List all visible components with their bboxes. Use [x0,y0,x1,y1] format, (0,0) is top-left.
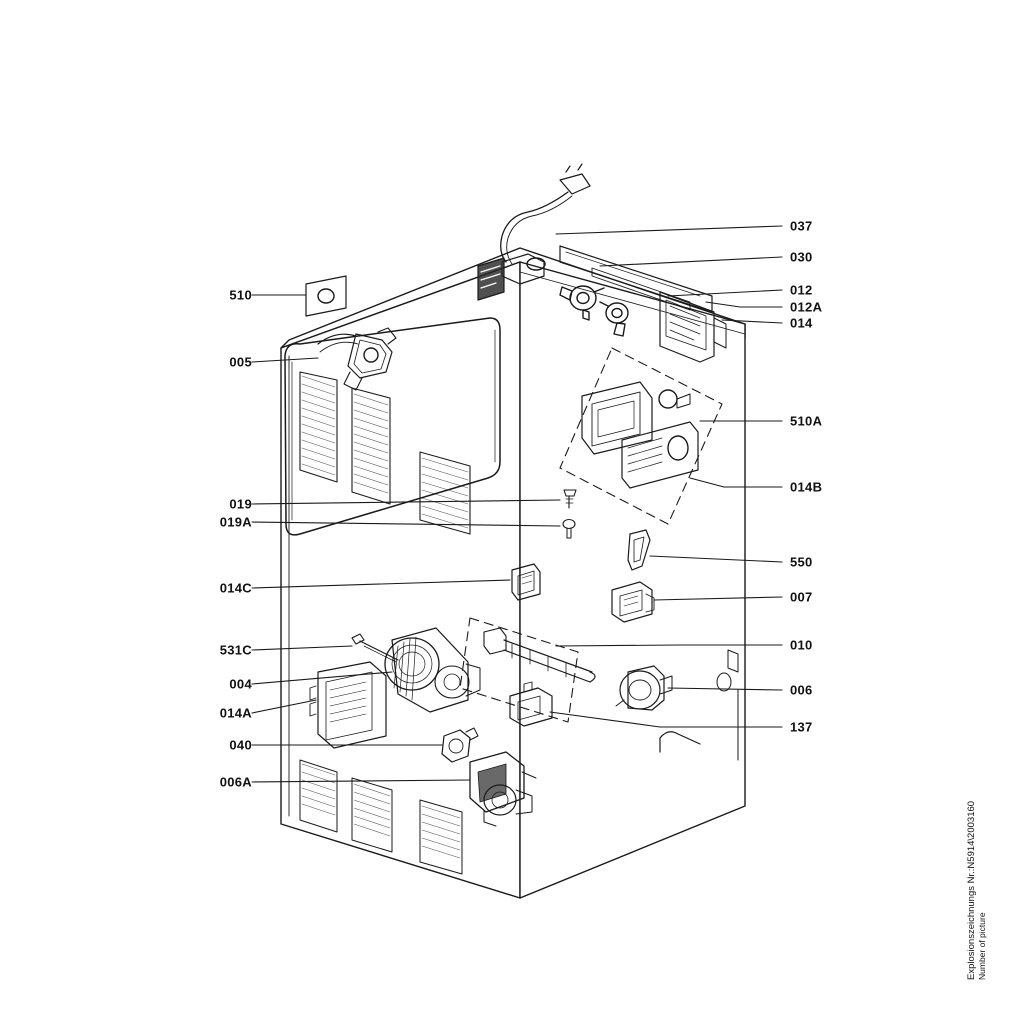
callout-label-014: 014 [790,315,813,331]
drawing-number-line1: Explosionszeichnungs Nr.:N5914\2003160 [966,800,977,980]
callout-label-010: 010 [790,637,813,653]
part-030-terminal-block [478,258,504,300]
callout-label-030: 030 [790,249,813,265]
callout-label-531C: 531C [219,642,252,658]
callout-label-014C: 014C [219,580,252,596]
cabinet-outline [281,248,745,898]
callout-label-037: 037 [790,218,813,234]
callout-label-005: 005 [229,354,252,370]
callout-label-040: 040 [229,737,252,753]
callout-label-006A: 006A [219,774,252,790]
callout-label-012A: 012A [790,299,823,315]
drawing-number-note [966,740,1010,980]
callout-label-510A: 510A [790,413,823,429]
callout-label-007: 007 [790,589,813,605]
callout-label-019: 019 [229,496,252,512]
callout-label-014B: 014B [790,479,823,495]
drawing-number-line2: Number of picture [977,912,987,980]
callout-label-510: 510 [229,287,252,303]
callout-label-014A: 014A [219,705,252,721]
part-510-badge [306,276,346,316]
callout-label-137: 137 [790,719,813,735]
callout-label-012: 012 [790,282,813,298]
callout-label-004: 004 [229,676,252,692]
callout-label-550: 550 [790,554,813,570]
callout-label-006: 006 [790,682,813,698]
callout-label-019A: 019A [219,514,252,530]
